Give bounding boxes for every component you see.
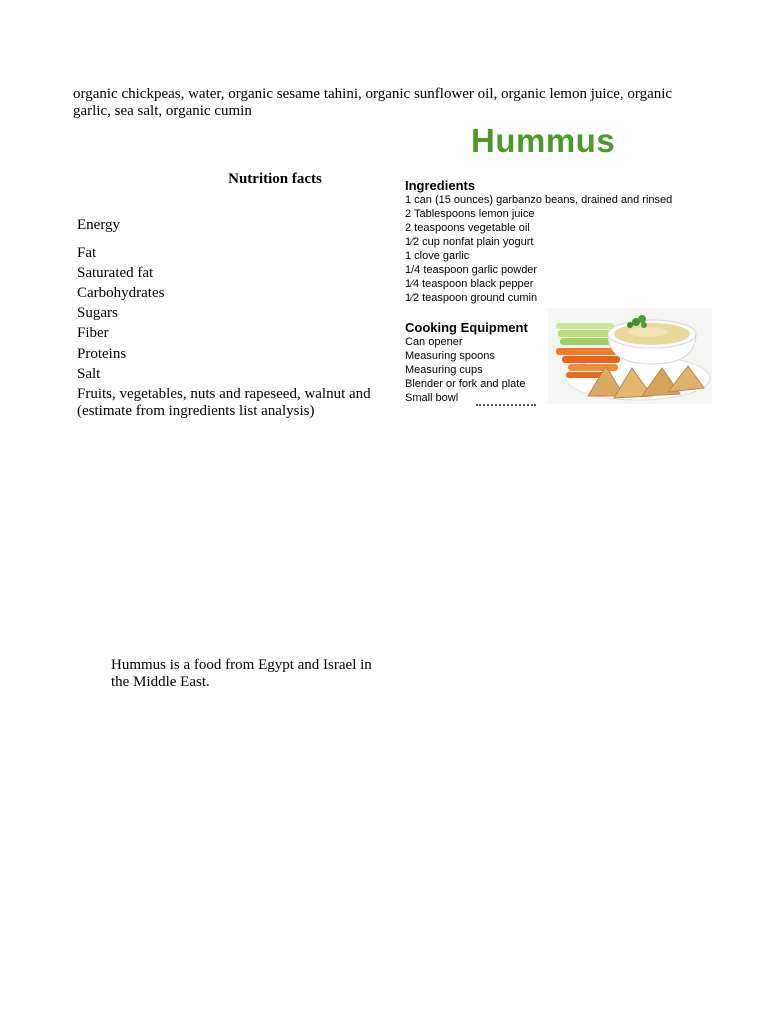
equipment-item: Small bowl: [405, 392, 459, 404]
recipe-ingredient: 1⁄4 teaspoon black pepper: [405, 278, 534, 290]
recipe-ingredient: 1 can (15 ounces) garbanzo beans, drained and rinsed: [405, 194, 673, 206]
nutrition-row-carbohydrates: Carbohydrates: [77, 285, 165, 301]
equipment-item: Blender or fork and plate: [405, 378, 526, 390]
hummus-dish-image: [548, 308, 712, 404]
recipe-ingredient: 1 clove garlic: [405, 250, 470, 262]
nutrition-facts-title: Nutrition facts: [228, 171, 322, 187]
nutrition-row-fat: Fat: [77, 245, 97, 261]
recipe-ingredient: 1⁄2 teaspoon ground cumin: [405, 292, 538, 304]
nutrition-row-saturated-fat: Saturated fat: [77, 265, 154, 281]
recipe-title: Hummus: [471, 122, 616, 159]
cut-off-text-fragment: [476, 404, 536, 410]
nutrition-row-energy: Energy: [77, 217, 121, 233]
nutrition-row-sugars: Sugars: [77, 305, 118, 321]
ingredients-list-text: organic chickpeas, water, organic sesame tahini, organic sunflower oil, organic lemon juice, organic garlic, sea salt, organic cumin: [73, 86, 673, 119]
equipment-item: Measuring cups: [405, 364, 483, 376]
nutrition-row-fiber: Fiber: [77, 325, 109, 341]
nutrition-row-fruits-vegetables-nuts: Fruits, vegetables, nuts and rapeseed, walnut and (estimate from ingredients list analysis): [77, 386, 371, 419]
equipment-item: Measuring spoons: [405, 350, 495, 362]
equipment-item: Can opener: [405, 336, 463, 348]
nutrition-row-salt: Salt: [77, 366, 101, 382]
hummus-recipe-card: [396, 120, 714, 410]
ingredients-heading: Ingredients: [405, 178, 476, 193]
nutrition-row-proteins: Proteins: [77, 346, 127, 362]
recipe-ingredient: 2 teaspoons vegetable oil: [405, 222, 530, 234]
recipe-ingredient: 1/4 teaspoon garlic powder: [405, 264, 538, 276]
recipe-ingredient: 1⁄2 cup nonfat plain yogurt: [405, 236, 534, 248]
recipe-ingredient: 2 Tablespoons lemon juice: [405, 208, 535, 220]
cooking-equipment-heading: Cooking Equipment: [405, 320, 528, 335]
hummus-origin-caption: Hummus is a food from Egypt and Israel in the Middle East.: [111, 657, 372, 690]
